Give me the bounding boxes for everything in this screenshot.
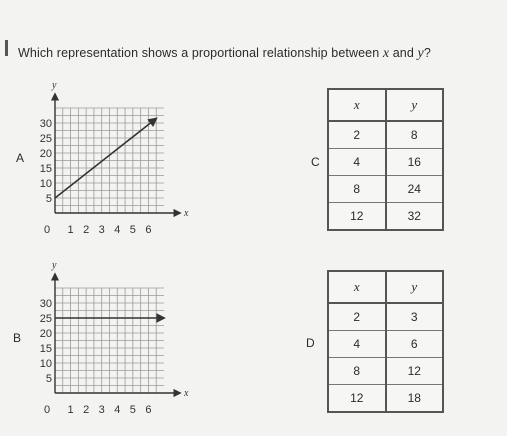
header-y: y	[386, 271, 444, 303]
header-x: x	[328, 271, 386, 303]
table-row	[328, 121, 443, 149]
x-tick-label: 5	[129, 404, 136, 416]
option-c-letter: C	[311, 155, 320, 169]
y-axis-label: y	[52, 80, 57, 91]
y-tick-label: 10	[39, 358, 52, 370]
header-y: y	[386, 89, 444, 121]
question-lead: Which representation shows a proportional relationship between	[18, 46, 383, 60]
x-tick-label: 4	[114, 404, 121, 416]
y-tick-label: 25	[39, 133, 52, 145]
y-tick-label: 15	[39, 163, 52, 175]
question-var-y: y	[417, 46, 424, 61]
cell-y: 16	[386, 149, 444, 176]
table-header-row	[328, 89, 443, 121]
table-row	[328, 358, 443, 385]
y-tick-label: 10	[39, 178, 52, 190]
y-tick-label: 25	[39, 313, 52, 325]
x-tick-label: 6	[145, 404, 152, 416]
table-header-row	[328, 271, 443, 303]
cell-x: 4	[328, 149, 386, 176]
y-tick-label: 30	[39, 298, 52, 310]
cell-y: 24	[386, 176, 444, 203]
option-d-table	[327, 270, 444, 413]
cell-y: 32	[386, 203, 444, 231]
cell-x: 2	[328, 121, 386, 149]
cell-x: 8	[328, 358, 386, 385]
table-row	[328, 331, 443, 358]
cell-y: 18	[386, 385, 444, 413]
table-row	[328, 149, 443, 176]
cell-x: 8	[328, 176, 386, 203]
x-axis-label: x	[184, 208, 189, 219]
y-tick-label: 20	[39, 328, 52, 340]
x-tick-label: 2	[83, 404, 90, 416]
y-tick-label: 5	[45, 373, 52, 385]
y-tick-label: 5	[45, 193, 52, 205]
x-tick-label: 5	[129, 224, 136, 236]
x-tick-label: 3	[98, 224, 105, 236]
margin-mark	[5, 40, 8, 56]
x-tick-label: 2	[83, 224, 90, 236]
table-row	[328, 303, 443, 331]
header-x: x	[328, 89, 386, 121]
cell-x: 12	[328, 203, 386, 231]
y-tick-label: 20	[39, 148, 52, 160]
cell-y: 3	[386, 303, 444, 331]
table-row	[328, 203, 443, 231]
option-a-graph	[25, 75, 205, 245]
x-tick-label: 6	[145, 224, 152, 236]
x-axis-label: x	[184, 388, 189, 399]
table-row	[328, 385, 443, 413]
question-end: ?	[423, 46, 431, 60]
y-tick-label: 30	[39, 118, 52, 130]
cell-y: 6	[386, 331, 444, 358]
origin-label: 0	[44, 404, 51, 416]
option-d-letter: D	[306, 336, 315, 350]
question-var-x: x	[382, 46, 390, 61]
cell-y: 8	[386, 121, 444, 149]
cell-x: 12	[328, 385, 386, 413]
option-b-graph	[25, 258, 205, 423]
cell-x: 2	[328, 303, 386, 331]
question-between: and	[389, 46, 418, 60]
x-tick-label: 1	[67, 404, 74, 416]
y-axis-label: y	[52, 260, 57, 271]
table-row	[328, 176, 443, 203]
y-tick-label: 15	[39, 343, 52, 355]
question-text	[18, 46, 431, 62]
option-c-table	[327, 88, 444, 231]
x-tick-label: 4	[114, 224, 121, 236]
x-tick-label: 1	[67, 224, 74, 236]
option-a-letter: A	[16, 151, 25, 165]
cell-x: 4	[328, 331, 386, 358]
origin-label: 0	[44, 224, 51, 236]
option-b-letter: B	[13, 331, 22, 345]
cell-y: 12	[386, 358, 444, 385]
x-tick-label: 3	[98, 404, 105, 416]
